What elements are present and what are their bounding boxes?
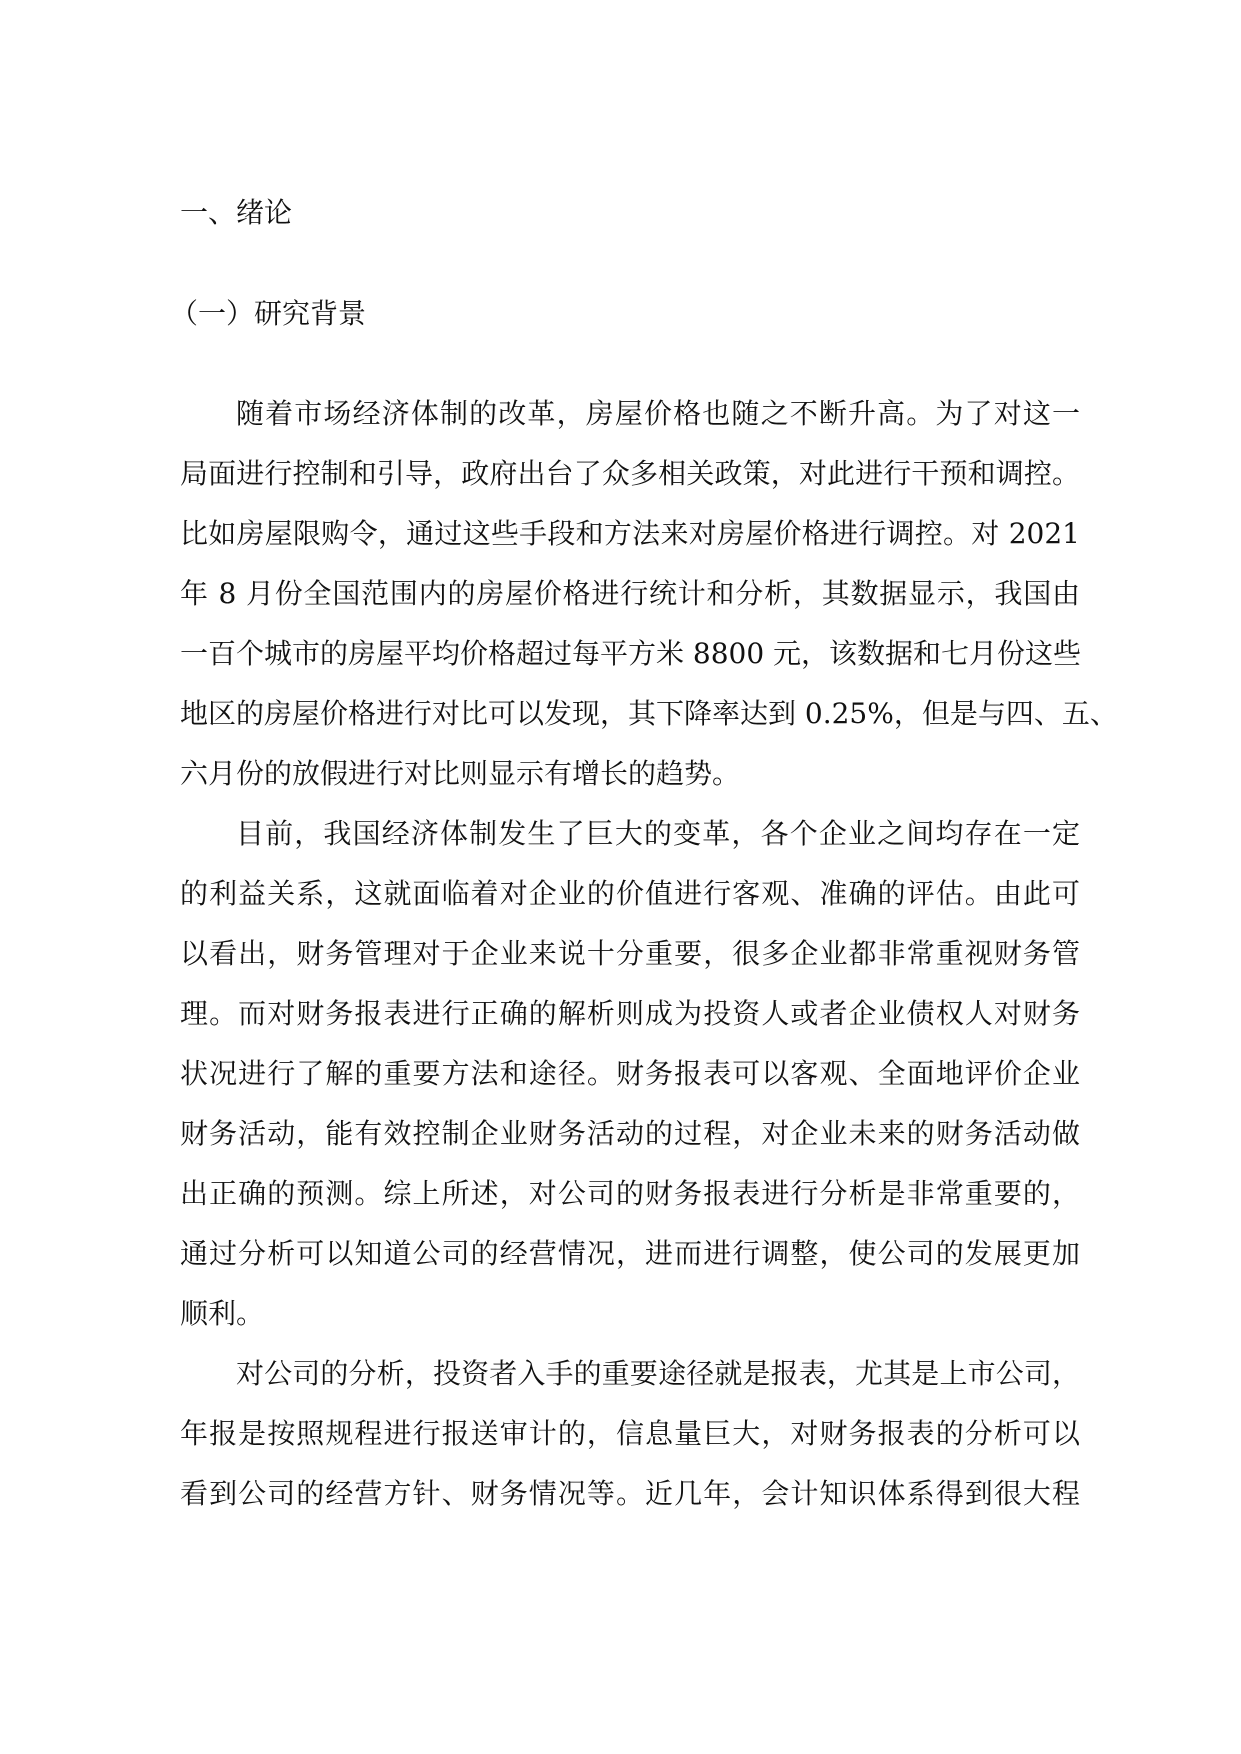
text-line: 以看出，财务管理对于企业来说十分重要，很多企业都非常重视财务管 xyxy=(180,937,1080,970)
text-line: 出正确的预测。综上所述，对公司的财务报表进行分析是非常重要的， xyxy=(180,1177,1080,1210)
text-line: 状况进行了解的重要方法和途径。财务报表可以客观、全面地评价企业 xyxy=(180,1057,1080,1090)
text-line: 随着市场经济体制的改革，房屋价格也随之不断升高。为了对这一 xyxy=(236,397,1080,430)
text-line: 顺利。 xyxy=(180,1297,265,1330)
chapter-heading: 一、绪论 xyxy=(180,196,293,229)
paragraph-3 xyxy=(180,1344,1080,1524)
text-line: 年报是按照规程进行报送审计的，信息量巨大，对财务报表的分析可以 xyxy=(180,1417,1080,1450)
text-line: 目前，我国经济体制发生了巨大的变革，各个企业之间均存在一定 xyxy=(236,817,1080,850)
text-line: 局面进行控制和引导，政府出台了众多相关政策，对此进行干预和调控。 xyxy=(180,457,1080,490)
section-heading: （一）研究背景 xyxy=(170,297,367,330)
paragraph-2 xyxy=(180,804,1080,1344)
text-line: 地区的房屋价格进行对比可以发现，其下降率达到 0.25%，但是与四、五、 xyxy=(180,697,1118,730)
text-line: 理。而对财务报表进行正确的解析则成为投资人或者企业债权人对财务 xyxy=(180,997,1080,1030)
text-line: 对公司的分析，投资者入手的重要途径就是报表，尤其是上市公司， xyxy=(236,1357,1080,1390)
text-line: 看到公司的经营方针、财务情况等。近几年，会计知识体系得到很大程 xyxy=(180,1477,1080,1510)
text-line: 通过分析可以知道公司的经营情况，进而进行调整，使公司的发展更加 xyxy=(180,1237,1080,1270)
text-line: 六月份的放假进行对比则显示有增长的趋势。 xyxy=(180,757,741,790)
text-line: 的利益关系，这就面临着对企业的价值进行客观、准确的评估。由此可 xyxy=(180,877,1080,910)
text-line: 比如房屋限购令，通过这些手段和方法来对房屋价格进行调控。对 2021 xyxy=(180,517,1080,550)
text-line: 财务活动，能有效控制企业财务活动的过程，对企业未来的财务活动做 xyxy=(180,1117,1080,1150)
text-line: 一百个城市的房屋平均价格超过每平方米 8800 元，该数据和七月份这些 xyxy=(180,637,1082,670)
paragraph-1 xyxy=(180,384,1118,804)
text-line: 年 8 月份全国范围内的房屋价格进行统计和分析，其数据显示，我国由 xyxy=(180,577,1080,610)
body-text xyxy=(180,384,1118,1524)
